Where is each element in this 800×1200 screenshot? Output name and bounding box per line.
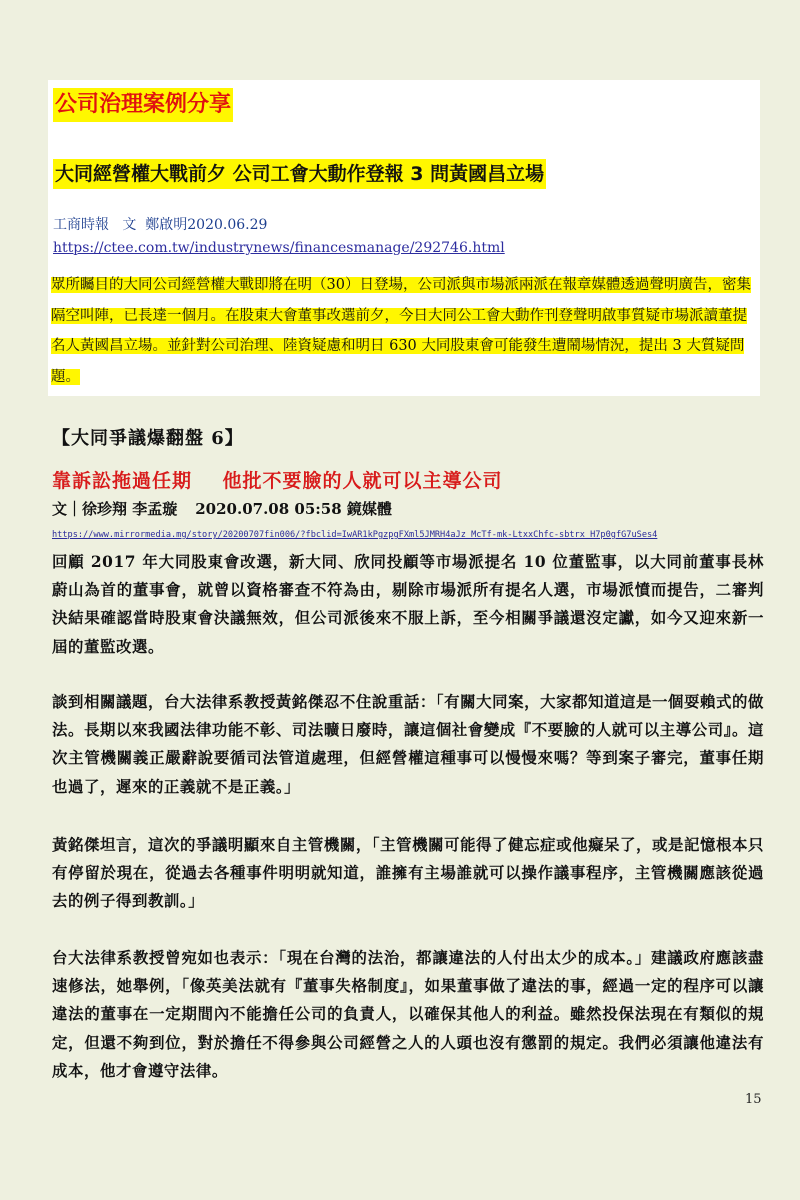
intro-paragraph xyxy=(51,270,761,392)
article-paragraph: 台大法律系教授曾宛如也表示：「現在台灣的法治，都讓違法的人付出太少的成本。」建議政府應該盡速修法，她舉例，「像英美法就有『董事失格制度』，如果董事做了違法的事，經過一定的程序可以讓違法的董事在一定期間內不能擔任公司的負責人，以確保其他人的利益。雖然投保法現在有類似的規定，但還不夠到位，對於擔任不得參與公司經營之人的人頭也沒有懲罰的規定。我們必須讓他違法有成本，他才會遵守法律。 xyxy=(52,949,764,1080)
article-paragraph: 回顧 2017 年大同股東會改選，新大同、欣同投顧等市場派提名 10 位董監事，以大同前董事長林蔚山為首的董事會，就曾以資格審查不符為由，剔除市場派所有提名人選，市場派憤而提告，二審判決結果確認當時股東會決議無效，但公司派後來不服上訴，至今相關爭議還沒定讞，如今又迎來新一屆的董監改選。 xyxy=(52,553,764,656)
article-title: 靠訴訟拖過任期 他批不要臉的人就可以主導公司 xyxy=(52,470,503,492)
intro-text: 眾所矚目的大同公司經營權大戰即將在明（30）日登場，公司派與市場派兩派在報章媒體透過聲明廣告，密集隔空叫陣，已長達一個月。在股東大會董事改選前夕，今日大同公工會大動作刊登聲明啟事質疑市場派讀董提名人黃國昌立場。並針對公司治理、陸資疑慮和明日 630 大同股東會可能發生遭鬧場情況，提出 3 大質疑問題。 xyxy=(51,277,751,385)
byline xyxy=(52,498,392,519)
series-label: 【大同爭議爆翻盤 6】 xyxy=(52,428,244,449)
article-paragraph: 黃銘傑坦言，這次的爭議明顯來自主管機關，「主管機關可能得了健忘症或他癡呆了，或是記憶根本只有停留於現在，從過去各種事件明明就知道，誰擁有主場誰就可以操作議事程序，主管機關應該從過去的例子得到教訓。」 xyxy=(52,836,764,911)
byline-source: 鏡媒體 xyxy=(346,500,392,518)
byline-authors: 文｜徐珍翔 李孟璇 xyxy=(52,500,178,518)
headline: 大同經營權大戰前夕 公司工會大動作登報 3 問黃國昌立場 xyxy=(53,159,546,189)
byline-date: 2020.07.08 05:58 xyxy=(195,500,342,518)
section-title: 公司治理案例分享 xyxy=(53,88,233,122)
source-link[interactable]: https://ctee.com.tw/industrynews/financesmanage/292746.html xyxy=(53,240,505,256)
source-line: 工商時報 文 鄭啟明2020.06.29 xyxy=(53,217,268,233)
article-link[interactable]: https://www.mirrormedia.mg/story/20200707fin006/?fbclid=IwAR1kPgzpgFXml5JMRH4aJz_McTf-mk-LtxxChfc-sbtrx_H7p0gfG7uSes4 xyxy=(52,530,658,540)
article-paragraph: 談到相關議題，台大法律系教授黃銘傑忍不住說重話：「有關大同案，大家都知道這是一個耍賴式的做法。長期以來我國法律功能不彰、司法曠日廢時，讓這個社會變成『不要臉的人就可以主導公司』。這次主管機關義正嚴辭說要循司法管道處理，但經營權這種事可以慢慢來嗎？等到案子審完，董事任期也過了，遲來的正義就不是正義。」 xyxy=(52,693,764,796)
page-number: 15 xyxy=(745,1092,762,1107)
